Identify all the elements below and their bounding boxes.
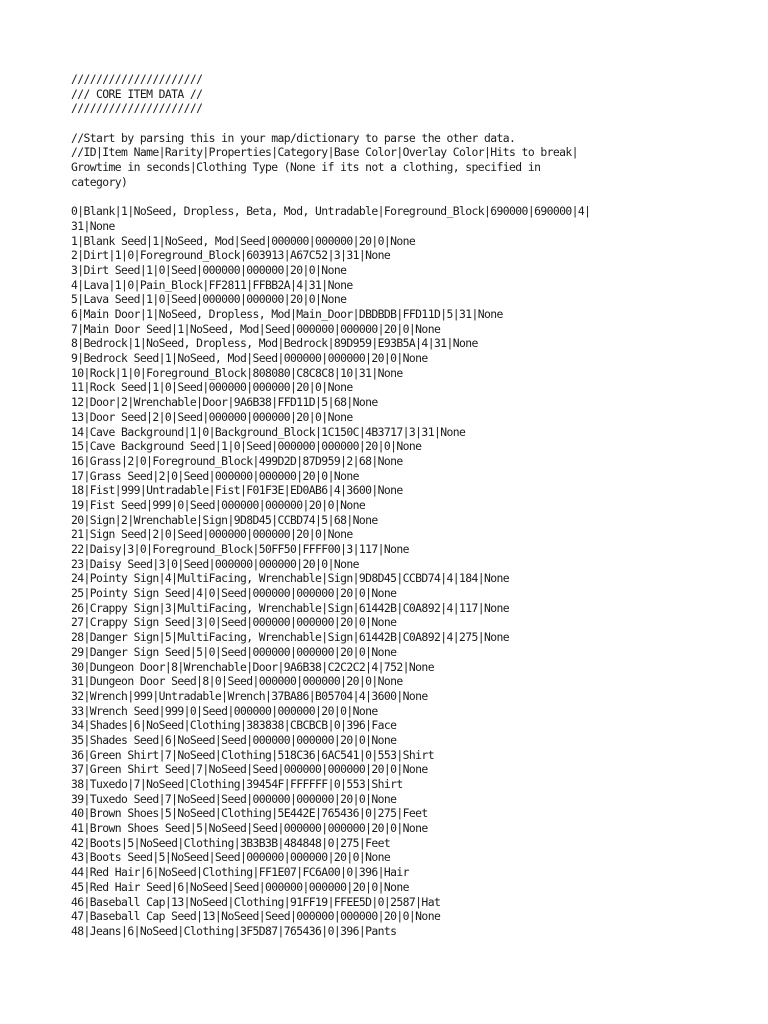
item-data-row: 14|Cave Background|1|0|Background_Block|1C150C|4B3717|3|31|None xyxy=(71,424,466,439)
item-data-row: 7|Main Door Seed|1|NoSeed, Mod|Seed|000000|000000|20|0|None xyxy=(71,321,441,336)
item-data-row: 8|Bedrock|1|NoSeed, Dropless, Mod|Bedrock|89D959|E93B5A|4|31|None xyxy=(71,336,478,351)
item-data-row: 39|Tuxedo Seed|7|NoSeed|Seed|000000|000000|20|0|None xyxy=(71,791,397,806)
item-data-row: 47|Baseball Cap Seed|13|NoSeed|Seed|000000|000000|20|0|None xyxy=(71,909,441,924)
item-data-row: 33|Wrench Seed|999|0|Seed|000000|000000|20|0|None xyxy=(71,703,378,718)
item-data-row: 10|Rock|1|0|Foreground_Block|808080|C8C8C8|10|31|None xyxy=(71,365,403,380)
item-data-row: 29|Danger Sign Seed|5|0|Seed|000000|000000|20|0|None xyxy=(71,644,397,659)
banner-bottom: ///////////////////// xyxy=(71,101,203,116)
intro-comment: //Start by parsing this in your map/dictionary to parse the other data. xyxy=(71,130,516,145)
item-data-row: 3|Dirt Seed|1|0|Seed|000000|000000|20|0|None xyxy=(71,262,347,277)
item-data-row: 15|Cave Background Seed|1|0|Seed|000000|000000|20|0|None xyxy=(71,439,422,454)
item-data-row: 46|Baseball Cap|13|NoSeed|Clothing|91FF19|FFEE5D|0|2587|Hat xyxy=(71,894,441,909)
item-data-row: 32|Wrench|999|Untradable|Wrench|37BA86|B05704|4|3600|None xyxy=(71,688,428,703)
item-data-row: 24|Pointy Sign|4|MultiFacing, Wrenchable|Sign|9D8D45|CCBD74|4|184|None xyxy=(71,571,510,586)
item-data-row: 44|Red Hair|6|NoSeed|Clothing|FF1E07|FC6A00|0|396|Hair xyxy=(71,865,409,880)
item-data-row: 36|Green Shirt|7|NoSeed|Clothing|518C36|6AC541|0|553|Shirt xyxy=(71,747,434,762)
document-title: /// CORE ITEM DATA // xyxy=(71,86,203,101)
item-data-row: 37|Green Shirt Seed|7|NoSeed|Seed|000000|000000|20|0|None xyxy=(71,762,428,777)
item-data-row: 11|Rock Seed|1|0|Seed|000000|000000|20|0|None xyxy=(71,380,353,395)
document-page xyxy=(71,72,711,939)
item-data-row: 40|Brown Shoes|5|NoSeed|Clothing|5E442E|765436|0|275|Feet xyxy=(71,806,428,821)
item-data-row: 18|Fist|999|Untradable|Fist|F01F3E|ED0AB6|4|3600|None xyxy=(71,483,403,498)
item-data-list xyxy=(71,204,711,938)
item-data-row: 30|Dungeon Door|8|Wrenchable|Door|9A6B38|C2C2C2|4|752|None xyxy=(71,659,434,674)
item-data-row: 0|Blank|1|NoSeed, Dropless, Beta, Mod, Untradable|Foreground_Block|690000|690000|4| xyxy=(71,204,591,219)
item-data-row: 16|Grass|2|0|Foreground_Block|499D2D|87D959|2|68|None xyxy=(71,453,403,468)
item-data-row: 25|Pointy Sign Seed|4|0|Seed|000000|000000|20|0|None xyxy=(71,586,397,601)
item-data-row: 31|None xyxy=(71,218,115,233)
item-data-row: 26|Crappy Sign|3|MultiFacing, Wrenchable|Sign|61442B|C0A892|4|117|None xyxy=(71,600,510,615)
spacer xyxy=(71,190,711,205)
item-data-row: 43|Boots Seed|5|NoSeed|Seed|000000|000000|20|0|None xyxy=(71,850,391,865)
item-data-row: 28|Danger Sign|5|MultiFacing, Wrenchable|Sign|61442B|C0A892|4|275|None xyxy=(71,630,510,645)
item-data-row: 35|Shades Seed|6|NoSeed|Seed|000000|000000|20|0|None xyxy=(71,732,397,747)
item-data-row: 1|Blank Seed|1|NoSeed, Mod|Seed|000000|000000|20|0|None xyxy=(71,233,416,248)
item-data-row: 31|Dungeon Door Seed|8|0|Seed|000000|000000|20|0|None xyxy=(71,674,403,689)
item-data-row: 20|Sign|2|Wrenchable|Sign|9D8D45|CCBD74|5|68|None xyxy=(71,512,378,527)
item-data-row: 12|Door|2|Wrenchable|Door|9A6B38|FFD11D|5|68|None xyxy=(71,395,378,410)
format-comment-end: category) xyxy=(71,174,128,189)
item-data-row: 9|Bedrock Seed|1|NoSeed, Mod|Seed|000000|000000|20|0|None xyxy=(71,351,428,366)
item-data-row: 38|Tuxedo|7|NoSeed|Clothing|39454F|FFFFFF|0|553|Shirt xyxy=(71,777,403,791)
item-data-row: 4|Lava|1|0|Pain_Block|FF2811|FFBB2A|4|31|None xyxy=(71,277,353,292)
format-comment: //ID|Item Name|Rarity|Properties|Category|Base Color|Overlay Color|Hits to break| xyxy=(71,145,578,160)
item-data-row: 41|Brown Shoes Seed|5|NoSeed|Seed|000000|000000|20|0|None xyxy=(71,821,428,836)
item-data-row: 48|Jeans|6|NoSeed|Clothing|3F5D87|765436|0|396|Pants xyxy=(71,923,397,938)
item-data-row: 34|Shades|6|NoSeed|Clothing|383838|CBCBCB|0|396|Face xyxy=(71,718,397,733)
banner-top: ///////////////////// xyxy=(71,72,203,86)
item-data-row: 6|Main Door|1|NoSeed, Dropless, Mod|Main_Door|DBDBDB|FFD11D|5|31|None xyxy=(71,307,503,321)
item-data-row: 21|Sign Seed|2|0|Seed|000000|000000|20|0|None xyxy=(71,527,353,542)
item-data-row: 45|Red Hair Seed|6|NoSeed|Seed|000000|000000|20|0|None xyxy=(71,879,409,894)
item-data-row: 22|Daisy|3|0|Foreground_Block|50FF50|FFFF00|3|117|None xyxy=(71,542,409,556)
item-data-row: 19|Fist Seed|999|0|Seed|000000|000000|20|0|None xyxy=(71,497,366,512)
spacer xyxy=(71,116,711,131)
item-data-row: 42|Boots|5|NoSeed|Clothing|3B3B3B|484848|0|275|Feet xyxy=(71,835,391,850)
item-data-row: 27|Crappy Sign Seed|3|0|Seed|000000|000000|20|0|None xyxy=(71,615,397,630)
format-comment-continued: Growtime in seconds|Clothing Type (None if its not a clothing, specified in xyxy=(71,160,541,175)
item-data-row: 5|Lava Seed|1|0|Seed|000000|000000|20|0|None xyxy=(71,292,347,307)
item-data-row: 2|Dirt|1|0|Foreground_Block|603913|A67C52|3|31|None xyxy=(71,248,391,263)
item-data-row: 13|Door Seed|2|0|Seed|000000|000000|20|0|None xyxy=(71,409,353,424)
item-data-row: 17|Grass Seed|2|0|Seed|000000|000000|20|0|None xyxy=(71,468,359,483)
item-data-row: 23|Daisy Seed|3|0|Seed|000000|000000|20|0|None xyxy=(71,556,359,571)
